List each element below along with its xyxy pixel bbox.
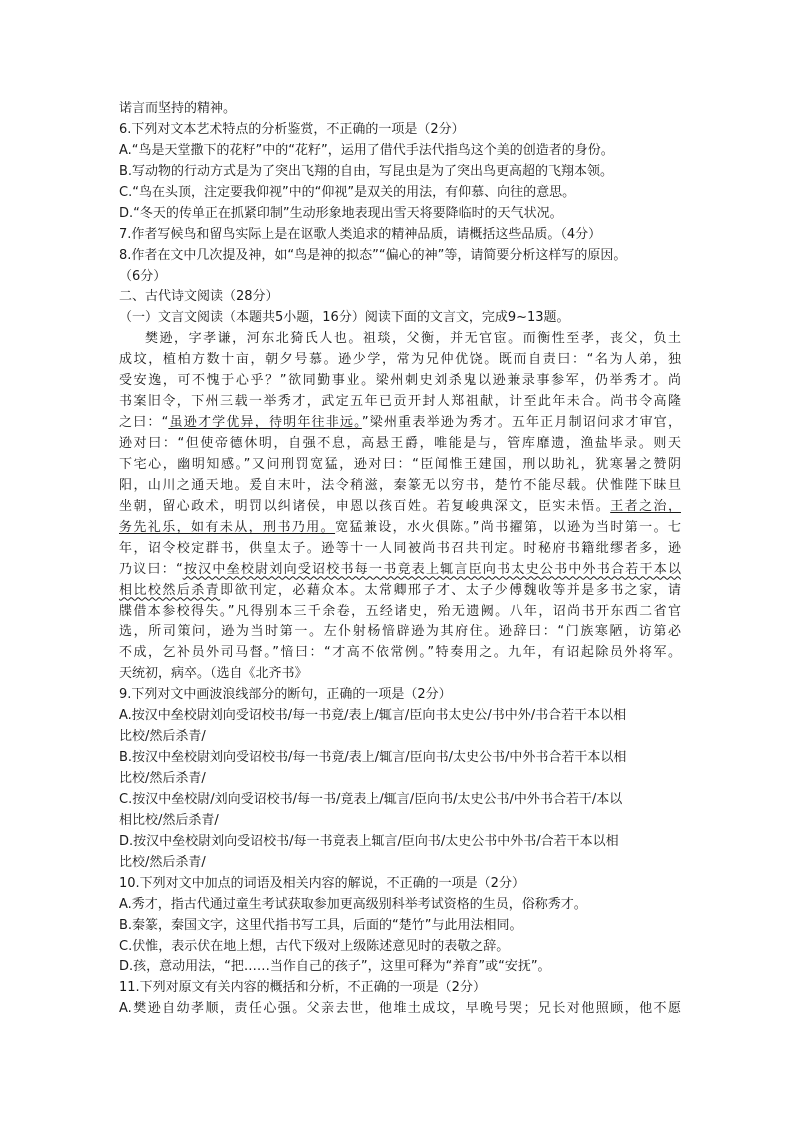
underlined-text: 务先礼乐，如有未从，刑书乃用。 (119, 519, 336, 535)
text-line (119, 246, 681, 267)
line-text: 书案旧令，下州三载一举秀才，武定五年已贡开封人郑祖献，计至此年未合。尚书令高隆 (119, 394, 681, 410)
text-line (119, 162, 681, 183)
text-line (119, 225, 681, 246)
line-text: 比校/然后杀青/ (119, 771, 206, 786)
line-text: 成坟，植柏方数十亩，朝夕号慕。逊少学，常为兄仲优饶。既而自责曰：“名为人弟，独 (119, 352, 681, 368)
text-line (119, 350, 681, 371)
line-text: A.樊逊自幼孝顺，责任心强。父亲去世，他堆土成坟，早晚号哭；兄长对他照顾，他不愿 (119, 1001, 681, 1017)
text-line (119, 957, 681, 978)
line-text: 受安逸，可不愧于心乎？”欲同勤事业。梁州刺史刘杀鬼以逊兼录事参军，仍举秀才。尚 (119, 373, 681, 389)
line-text: 比校/然后杀青/ (119, 729, 206, 745)
text-line (119, 329, 681, 350)
text-line (119, 748, 681, 769)
line-text: D.按汉中垒校尉刘向受诏校书/每一书竟表上辄言/臣向书/太史公书中外书/合若干本以相 (119, 833, 619, 849)
text-line (119, 434, 681, 455)
text-line (119, 811, 681, 832)
underlined-text: 王者之治， (610, 498, 681, 514)
line-text: A.按汉中垒校尉刘向受诏校书/每一书竟/表上/辄言/臣向书太史公/书中外/书合若干本以相 (119, 708, 627, 724)
text-line (119, 622, 681, 643)
text-line (119, 476, 681, 497)
text-line (119, 518, 681, 539)
line-text: B.写动物的行动方式是为了突出飞翔的自由，写昆虫是为了突出鸟更高超的飞翔本领。 (119, 163, 614, 179)
line-text: 选，所司策问，逊为当时第一。左仆射杨愔辟逊为其府住。逊辞曰：“门族寒陋，访第必 (119, 624, 681, 640)
text-line (119, 497, 681, 518)
line-text: D.“冬天的传单正在抓紧印制”生动形象地表现出雪天将要降临时的天气状况。 (119, 205, 563, 221)
text-line (119, 392, 681, 413)
line-text: 诺言而坚持的精神。 (119, 101, 237, 116)
text-line (119, 560, 681, 581)
text-line (119, 204, 681, 225)
text-line (119, 455, 681, 476)
line-text: 比校/然后杀青/ (119, 854, 206, 870)
text-line (119, 769, 681, 790)
text-line (119, 267, 681, 288)
line-text: 牒借本参校得失。”凡得别本三千余卷，五经诸史，殆无遗阙。八年，诏尚书开东西二省官 (119, 603, 681, 619)
line-text: A.秀才，指古代通过童生考试获取参加更高级别科举考试资格的生员，俗称秀才。 (119, 896, 587, 912)
line-text: C.伏惟，表示伏在地上想，古代下级对上级陈述意见时的表敬之辞。 (119, 938, 510, 954)
line-text: 不成，乞补员外司马督。”愔曰：“才高不依常例。”特奏用之。九年，有诏起除员外将军。 (119, 645, 681, 661)
text-line (119, 581, 681, 602)
text-line (119, 99, 681, 120)
text-line (119, 141, 681, 162)
line-text: ”梁州重表举逊为秀才。五年正月制诏问求才审官， (361, 415, 681, 431)
line-text: 年，诏令校定群书，供皇太子。逊等十一人同被尚书召共刊定。时秘府书籍纰缪者多，逊 (119, 540, 681, 556)
text-line (119, 706, 681, 727)
line-text: （6分） (119, 268, 167, 284)
line-text: 二、古代诗文阅读（28分） (119, 289, 279, 305)
wavy-underlined-text: 相比校然后杀青 (119, 582, 221, 598)
line-text: 7.作者写候鸟和留鸟实际上是在讴歌人类追求的精神品质，请概括这些品质。（4分） (119, 226, 602, 242)
line-text: 即欲刊定，必藉众本。太常卿邢子才、太子少傅魏收等并是多书之家，请 (220, 582, 681, 598)
line-text: 乃议曰：“ (119, 561, 183, 577)
line-text: 11.下列对原文有关内容的概括和分析，不正确的一项是（2分） (119, 980, 486, 996)
underlined-text: 虽逊才学优异，待明年往非远。 (168, 415, 362, 431)
line-text: 相比校/然后杀青/ (119, 812, 219, 828)
document-page (119, 99, 681, 1020)
text-line (119, 539, 681, 560)
line-text: 之曰：“ (119, 415, 169, 431)
line-text: D.孩，意动用法，“把……当作自己的孩子”，这里可释为“养育”或“安抚”。 (119, 959, 551, 975)
line-text: 下宅心，幽明知感。”又问刑罚宽猛，逊对曰：“臣闻惟王建国，刑以助礼，犹寒暑之赞阴 (119, 456, 681, 472)
line-text: 天统初，病卒。（选自《北齐书》 (119, 666, 308, 682)
line-text: 8.作者在文中几次提及神，如“鸟是神的拟态”“偏心的神”等，请简要分析这样写的原因。 (119, 247, 627, 263)
text-line (119, 895, 681, 916)
line-text: （一）文言文阅读（本题共5小题，16分）阅读下面的文言文，完成9~13题。 (119, 310, 570, 326)
text-line (119, 937, 681, 958)
text-line (119, 120, 681, 141)
text-line (119, 916, 681, 937)
text-line (119, 685, 681, 706)
text-line (119, 371, 681, 392)
line-text: 逊对曰：“但使帝德休明，自强不息，高悬王爵，唯能是与，管库靡遗，渔盐毕录。则天 (119, 436, 681, 451)
line-text: C.按汉中垒校尉/刘向受诏校书/每一书/竟表上/辄言/臣向书/太史公书/中外书合若干/本以 (119, 791, 623, 807)
text-line (119, 287, 681, 308)
text-line (119, 832, 681, 853)
text-line (119, 643, 681, 664)
line-text: 坐朝，留心政术，明罚以纠诸侯，申恩以孩百姓。若复峻典深文，臣实未悟。 (119, 498, 611, 514)
text-line (119, 727, 681, 748)
line-text: 宽猛兼设，水火俱陈。”尚书擢第，以逊为当时第一。七 (335, 519, 681, 535)
line-text: 6.下列对文本艺术特点的分析鉴赏，不正确的一项是（2分） (119, 121, 465, 137)
text-line (119, 853, 681, 874)
line-text: 樊逊，字孝谦，河东北猗氏人也。祖琰，父衡，并无官宦。而衡性至孝，丧父，负土 (145, 331, 681, 347)
text-line (119, 602, 681, 623)
text-line (119, 874, 681, 895)
line-text: 9.下列对文中画波浪线部分的断句，正确的一项是（2分） (119, 687, 452, 703)
text-line (119, 978, 681, 999)
text-line (119, 664, 681, 685)
line-text: 阳，山川之通天地。爰自末叶，法令稍滋，秦篆无以穷书，楚竹不能尽载。伏惟陛下昧旦 (119, 477, 681, 493)
line-text: B.按汉中垒校尉刘向受诏校书/每一书竟/表上/辄言/臣向书/太史公书/中外书合若干本以相 (119, 750, 627, 766)
wavy-underlined-text: 按汉中垒校尉刘向受诏校书每一书竟表上辄言臣向书太史公书中外书合若干本以 (182, 561, 681, 577)
text-line (119, 183, 681, 204)
line-text: A.“鸟是天堂撒下的花籽”中的“花籽”，运用了借代手法代指鸟这个美的创造者的身份。 (119, 142, 614, 158)
line-text: C.“鸟在头顶，注定要我仰视”中的“仰视”是双关的用法，有仰慕、向往的意思。 (119, 184, 576, 200)
line-text: 10.下列对文中加点的词语及相关内容的解说，不正确的一项是（2分） (119, 875, 525, 891)
text-line (119, 790, 681, 811)
line-text: B.秦篆，秦国文字，这里代指书写工具，后面的“楚竹”与此用法相同。 (119, 917, 523, 933)
text-line (119, 308, 681, 329)
text-line (119, 413, 681, 434)
text-line (119, 999, 681, 1020)
